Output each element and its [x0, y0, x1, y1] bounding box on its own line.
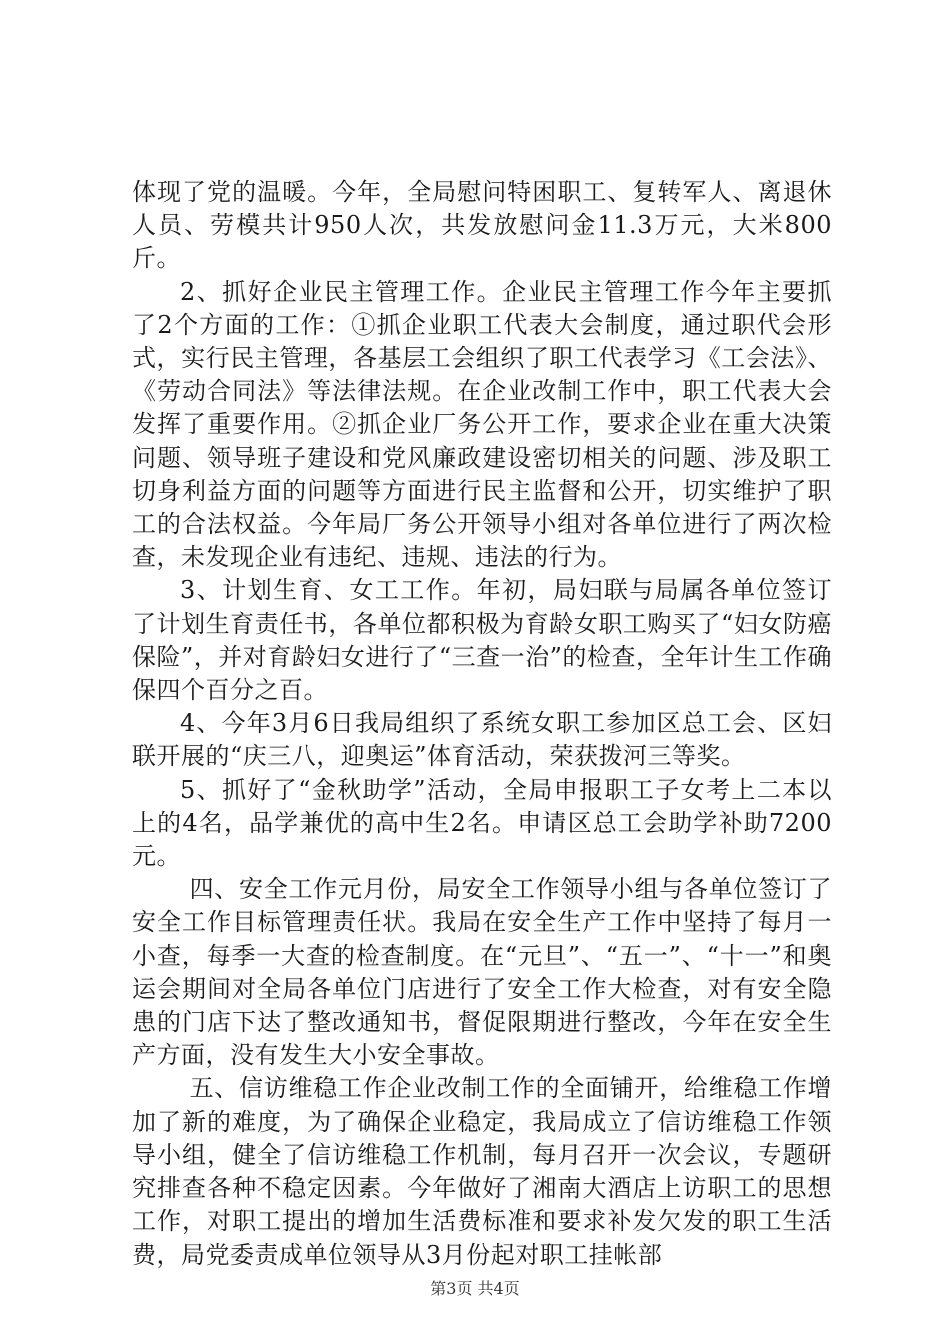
page-footer: 第3页 共4页	[430, 1279, 520, 1298]
document-body	[132, 176, 832, 1272]
paragraph-womens-day-activity: 4、今年3月6日我局组织了系统女职工参加区总工会、区妇联开展的“庆三八，迎奥运”体育活动，荣获拨河三等奖。	[132, 709, 832, 771]
paragraph-golden-autumn-aid: 5、抓好了“金秋助学”活动，全局申报职工子女考上二本以上的4名，品学兼优的高中生2名。申请区总工会助学补助7200元。	[132, 775, 832, 871]
paragraph-petition-stability: 五、信访维稳工作企业改制工作的全面铺开，给维稳工作增加了新的难度，为了确保企业稳定，我局成立了信访维稳工作领导小组，健全了信访维稳工作机制，每月召开一次会议，专题研究排查各种不稳定因素。今年做好了湘南大酒店上访职工的思想工作，对职工提出的增加生活费标准和要求补发欠发的职工生活费，局党委责成单位领导从3月份起对职工挂帐部	[132, 1074, 832, 1269]
paragraph-democratic-management: 2、抓好企业民主管理工作。企业民主管理工作今年主要抓了2个方面的工作：①抓企业职工代表大会制度，通过职代会形式，实行民主管理，各基层工会组织了职工代表学习《工会法》、《劳动合同法》等法律法规。在企业改制工作中，职工代表大会发挥了重要作用。②抓企业厂务公开工作，要求企业在重大决策问题、领导班子建设和党风廉政建设密切相关的问题、涉及职工切身利益方面的问题等方面进行民主监督和公开，切实维护了职工的合法权益。今年局厂务公开领导小组对各单位进行了两次检查，未发现企业有违纪、违规、违法的行为。	[132, 277, 832, 572]
paragraph-family-planning: 3、计划生育、女工工作。年初，局妇联与局属各单位签订了计划生育责任书，各单位都积极为育龄女职工购买了“妇女防癌保险”，并对育龄妇女进行了“三查一治”的检查，全年计生工作确保四个百分之百。	[132, 576, 832, 705]
paragraph-safety-work: 四、安全工作元月份，局安全工作领导小组与各单位签订了安全工作目标管理责任状。我局在安全生产工作中坚持了每月一小查，每季一大查的检查制度。在“元旦”、“五一”、“十一”和奥运会期间对全局各单位门店进行了安全工作大检查，对有安全隐患的门店下达了整改通知书，督促限期进行整改，今年在安全生产方面，没有发生大小安全事故。	[132, 875, 832, 1070]
paragraph-continued-warmth: 体现了党的温暖。今年，全局慰问特困职工、复转军人、离退休人员、劳模共计950人次，共发放慰问金11.3万元，大米800斤。	[132, 178, 832, 273]
